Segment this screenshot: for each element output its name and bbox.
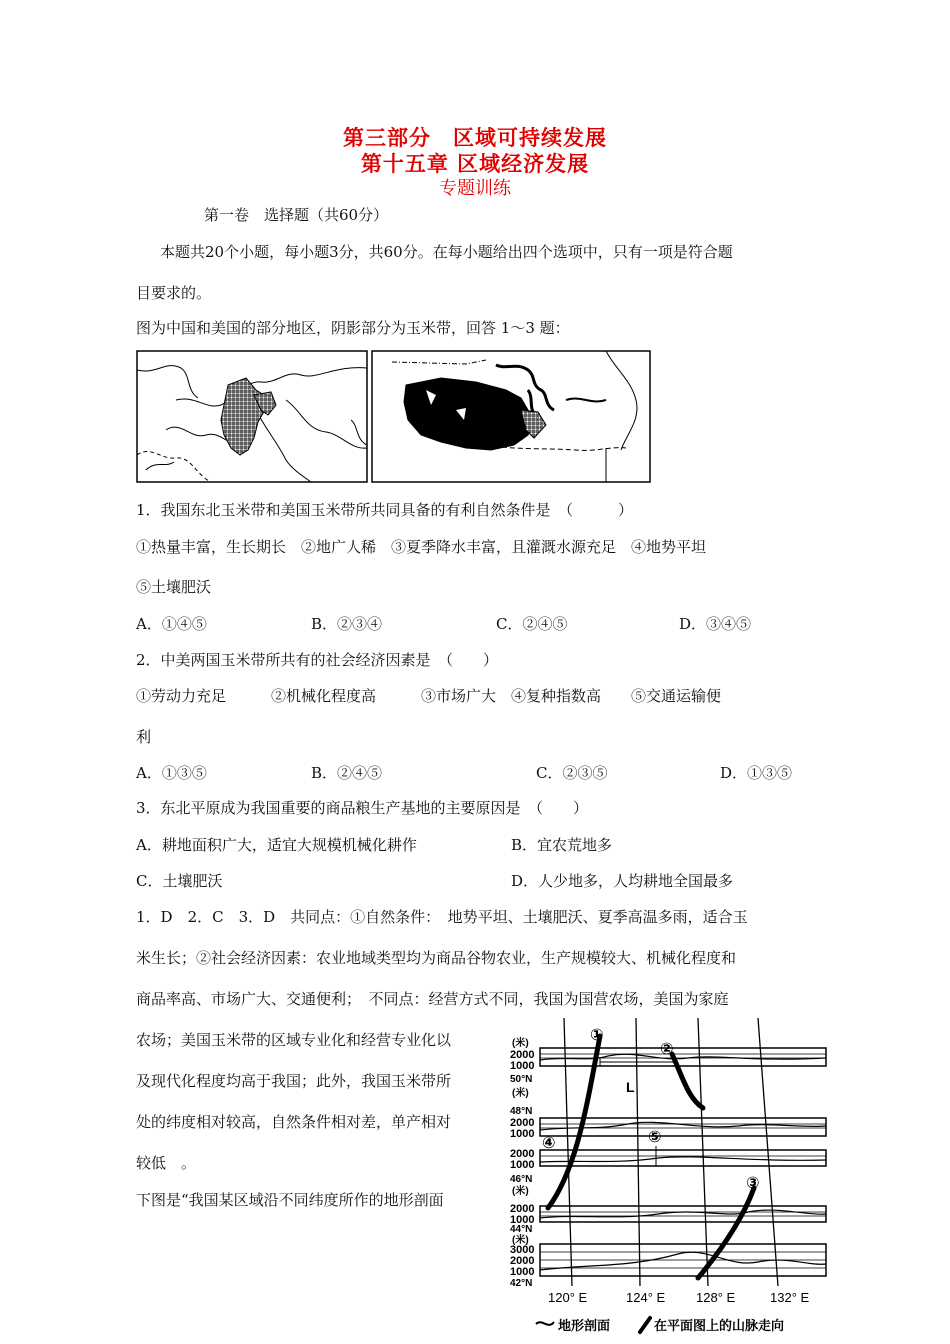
elev-2000-2: 2000 xyxy=(510,1117,535,1129)
question-3-option-d[interactable]: D．人少地多，人均耕地全国最多 xyxy=(511,872,734,890)
legend-ridge-label: 在平面图上的山脉走向 xyxy=(654,1318,785,1333)
section-heading: 第一卷 选择题（共60分） xyxy=(204,206,389,224)
question-2-stem: 2．中美两国玉米带所共有的社会经济因素是 （ ） xyxy=(136,651,499,669)
lon-120: 120° E xyxy=(548,1290,588,1305)
lat-44: 44°N xyxy=(510,1224,533,1235)
elev-3000: 3000 xyxy=(510,1244,535,1256)
marker-4: ④ xyxy=(542,1135,556,1152)
answer-line-5: 及现代化程度均高于我国；此外，我国玉米带所 xyxy=(136,1072,452,1090)
question-2-items-cont: 利 xyxy=(136,728,152,746)
lon-124: 124° E xyxy=(626,1290,666,1305)
instructions-line-1: 本题共20个小题，每小题3分，共60分。在每小题给出四个选项中，只有一项是符合题 xyxy=(160,243,733,261)
terrain-profile-figure xyxy=(508,1018,838,1338)
question-3-option-a[interactable]: A．耕地面积广大，适宜大规模机械化耕作 xyxy=(136,836,417,854)
marker-1: ① xyxy=(590,1027,604,1044)
map-intro: 图为中国和美国的部分地区，阴影部分为玉米带，回答 1～3 题： xyxy=(136,319,570,337)
unit-label-3: (米) xyxy=(512,1186,529,1197)
lat-50: 50°N xyxy=(510,1074,533,1085)
elev-1000-3: 1000 xyxy=(510,1159,535,1171)
question-2-option-d[interactable]: D．①③⑤ xyxy=(720,764,793,782)
question-3-option-b[interactable]: B．宜农荒地多 xyxy=(511,836,613,854)
usa-map xyxy=(372,351,650,482)
marker-2: ② xyxy=(660,1041,674,1058)
question-1-option-b[interactable]: B．②③④ xyxy=(311,615,383,633)
elev-2000-4: 2000 xyxy=(510,1203,535,1215)
part-title: 第三部分 区域可持续发展 xyxy=(343,126,607,150)
answer-line-2: 米生长；②社会经济因素：农业地域类型均为商品谷物农业，生产规模较大、机械化程度和 xyxy=(136,949,737,967)
ridge-lines xyxy=(548,1036,754,1278)
answer-line-3: 商品率高、市场广大、交通便利； 不同点：经营方式不同，我国为国营农场，美国为家庭 xyxy=(136,990,729,1008)
question-2-option-b[interactable]: B．②④⑤ xyxy=(311,764,383,782)
marker-3: ③ xyxy=(746,1175,760,1192)
answer-line-7: 较低 。 xyxy=(136,1154,197,1172)
lat-48: 48°N xyxy=(510,1106,533,1117)
instructions-line-2: 目要求的。 xyxy=(136,284,212,302)
elev-1000: 1000 xyxy=(510,1060,535,1072)
legend-profile-label: 地形剖面 xyxy=(558,1318,611,1333)
question-3-option-c[interactable]: C．土壤肥沃 xyxy=(136,872,223,890)
elev-1000-5: 1000 xyxy=(510,1266,535,1278)
question-2-items: ①劳动力充足 ②机械化程度高 ③市场广大 ④复种指数高 ⑤交通运输便 xyxy=(136,687,722,705)
l-bracket xyxy=(600,1058,676,1066)
l-label: L xyxy=(626,1079,635,1095)
lat-46: 46°N xyxy=(510,1174,533,1185)
chapter-title: 第十五章 区域经济发展 xyxy=(360,152,590,176)
corn-belt-maps xyxy=(136,350,652,484)
page-subtitle: 专题训练 xyxy=(439,178,511,199)
lon-128: 128° E xyxy=(696,1290,736,1305)
elev-1000-4: 1000 xyxy=(510,1214,535,1226)
unit-label: (米) xyxy=(512,1038,529,1049)
lon-132: 132° E xyxy=(770,1290,810,1305)
elev-2000-3: 2000 xyxy=(510,1148,535,1160)
lat-42: 42°N xyxy=(510,1278,533,1289)
elev-2000-5: 2000 xyxy=(510,1255,535,1267)
question-1-option-d[interactable]: D．③④⑤ xyxy=(679,615,752,633)
unit-label-2: (米) xyxy=(512,1088,529,1099)
answer-line-6: 处的纬度相对较高，自然条件相对差，单产相对 xyxy=(136,1113,452,1131)
question-1-option-c[interactable]: C．②④⑤ xyxy=(496,615,568,633)
question-1-stem: 1．我国东北玉米带和美国玉米带所共同具备的有利自然条件是 （ ） xyxy=(136,501,634,519)
answer-line-1: 1．D 2．C 3．D 共同点：①自然条件： 地势平坦、土壤肥沃、夏季高温多雨，适合玉 xyxy=(136,908,748,926)
question-4-intro: 下图是“我国某区域沿不同纬度所作的地形剖面 xyxy=(136,1191,444,1209)
question-1-option-a[interactable]: A．①④⑤ xyxy=(136,615,207,633)
question-1-items-cont: ⑤土壤肥沃 xyxy=(136,578,212,596)
elev-1000-2: 1000 xyxy=(510,1128,535,1140)
question-2-option-c[interactable]: C．②③⑤ xyxy=(536,764,608,782)
legend-ridge-symbol xyxy=(640,1318,650,1332)
question-3-stem: 3．东北平原成为我国重要的商品粮生产基地的主要原因是 （ ） xyxy=(136,799,589,817)
question-1-items: ①热量丰富，生长期长 ②地广人稀 ③夏季降水丰富，且灌溉水源充足 ④地势平坦 xyxy=(136,538,707,556)
marker-5: ⑤ xyxy=(648,1129,662,1146)
legend-profile-symbol xyxy=(536,1322,554,1325)
unit-label-4: (米) xyxy=(512,1235,529,1246)
question-2-option-a[interactable]: A．①③⑤ xyxy=(136,764,207,782)
china-map xyxy=(137,351,367,482)
elev-2000: 2000 xyxy=(510,1049,535,1061)
answer-line-4: 农场；美国玉米带的区域专业化和经营专业化以 xyxy=(136,1031,452,1049)
